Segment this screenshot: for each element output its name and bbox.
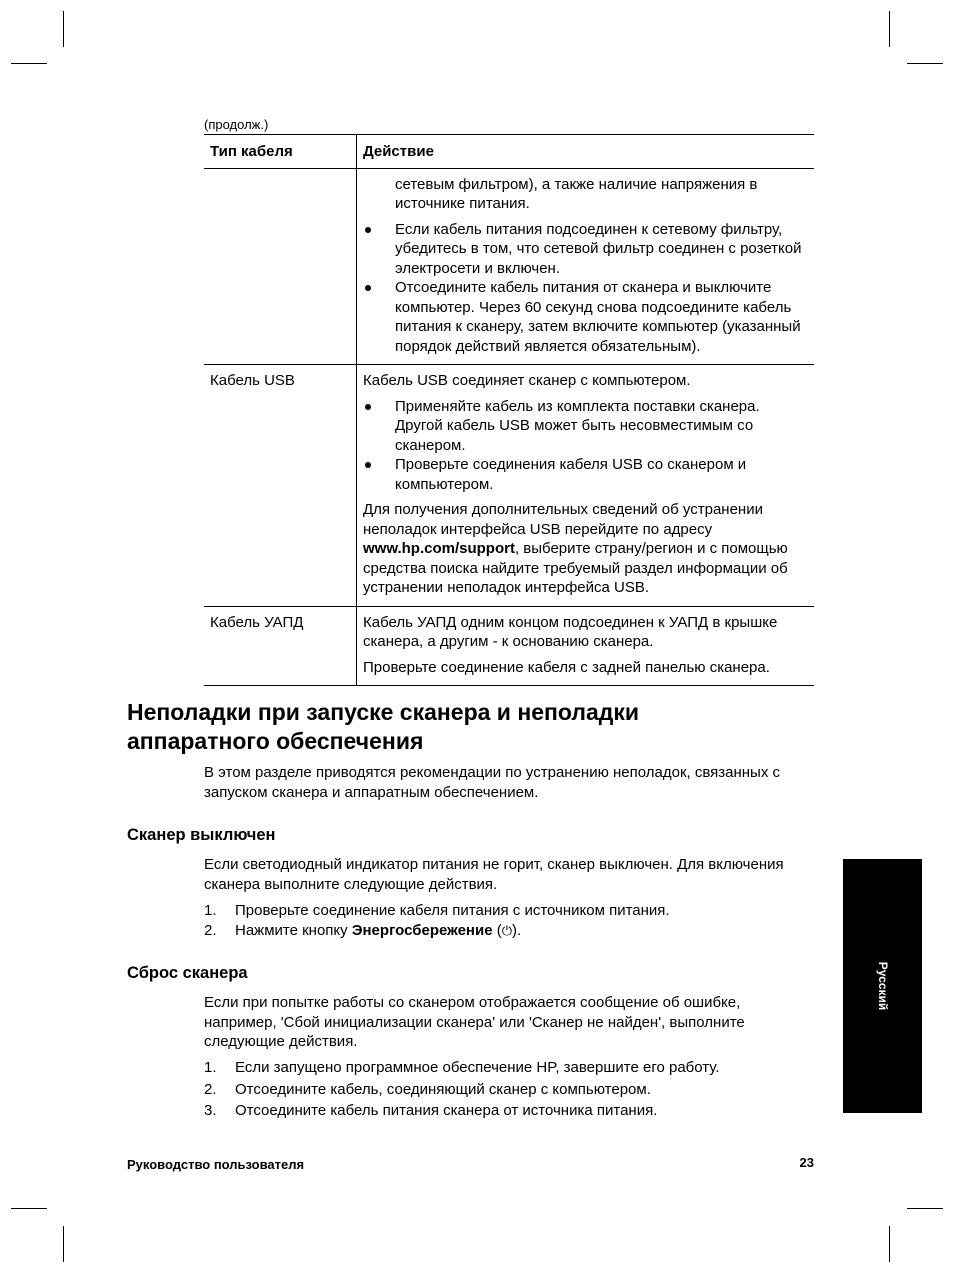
step-text: Нажмите кнопку <box>235 921 348 939</box>
crop-mark <box>889 1226 890 1262</box>
subheading-scanner-reset: Сброс сканера <box>127 964 248 982</box>
list-item: Проверьте соединения кабеля USB со сканером и компьютером. <box>363 455 808 494</box>
list-item: Применяйте кабель из комплекта поставки сканера. Другой кабель USB может быть несовместимым со сканером. <box>363 397 808 456</box>
step-text: Отсоедините кабель, соединяющий сканер с компьютером. <box>235 1080 651 1098</box>
table-header-row <box>204 135 814 169</box>
action-cell <box>357 606 815 686</box>
step-number: 2. <box>204 1080 217 1098</box>
scanner-off-steps <box>204 901 814 940</box>
step-text: ). <box>512 921 522 939</box>
section-title: Неполадки при запуске сканера и неполадки аппаратного обеспечения <box>127 699 640 754</box>
continuation-text: сетевым фильтром), а также наличие напряжения в источнике питания. <box>395 175 758 212</box>
list-item <box>204 1058 814 1078</box>
action-cell <box>357 365 815 607</box>
usb-note <box>363 500 808 598</box>
step-text: Отсоедините кабель питания сканера от источника питания. <box>235 1102 658 1119</box>
adf-text: Кабель УАПД одним концом подсоединен к УАПД в крышке сканера, а другим - к основанию сканера. <box>363 613 778 650</box>
step-text: Если запущено программное обеспечение HP, завершите его работу. <box>235 1059 720 1076</box>
table-row <box>204 168 814 365</box>
continued-label: (продолж.) <box>204 117 269 132</box>
usb-note-text: Для получения дополнительных сведений об устранении неполадок интерфейса USB перейдите по адресу <box>363 501 763 538</box>
page-number: 23 <box>799 1155 814 1170</box>
scanner-reset-steps <box>204 1058 814 1123</box>
list-item <box>204 1101 814 1121</box>
cable-type-cell <box>204 168 357 365</box>
usb-note-text: , выберите страну/регион и с помощью средства поиска найдите требуемый раздел информации об устранении неполадок интерфейса USB. <box>363 540 788 596</box>
subheading-scanner-off: Сканер выключен <box>127 826 276 844</box>
list-item <box>204 1080 814 1100</box>
step-number: 2. <box>204 921 217 939</box>
cable-table <box>204 134 814 686</box>
list-item: Отсоедините кабель питания от сканера и выключите компьютер. Через 60 секунд снова подсоедините кабель питания к сканеру, затем включите компьютер (указанный порядок действий является обязательным). <box>363 278 808 356</box>
support-url: www.hp.com/support <box>363 540 515 557</box>
crop-mark <box>63 11 64 47</box>
table-row <box>204 365 814 607</box>
list-item: Если кабель питания подсоединен к сетевому фильтру, убедитесь в том, что сетевой фильтр соединен с розеткой электросети и включен. <box>363 220 808 279</box>
bullet-list <box>363 397 808 495</box>
column-header-action: Действие <box>357 135 815 169</box>
step-text: ( <box>496 921 502 939</box>
step-number: 3. <box>204 1102 217 1119</box>
step-number: 1. <box>204 1059 217 1076</box>
crop-mark <box>889 11 890 47</box>
step-number: 1. <box>204 902 217 919</box>
step-text: Проверьте соединение кабеля питания с источником питания. <box>235 902 670 919</box>
column-header-cable-type: Тип кабеля <box>204 135 357 169</box>
table-row <box>204 606 814 686</box>
adf-text: Проверьте соединение кабеля с задней панелью сканера. <box>363 658 770 676</box>
language-tab-label: Русский <box>875 961 890 1011</box>
action-cell <box>357 168 815 365</box>
list-item <box>204 921 814 941</box>
language-tab <box>843 859 922 1113</box>
crop-mark <box>11 1208 47 1209</box>
bullet-list <box>363 220 808 357</box>
crop-mark <box>907 63 943 64</box>
usb-intro: Кабель USB соединяет сканер с компьютером. <box>363 372 691 389</box>
crop-mark <box>63 1226 64 1262</box>
cable-type-cell: Кабель USB <box>204 365 357 607</box>
crop-mark <box>11 63 47 64</box>
scanner-off-text: Если светодиодный индикатор питания не горит, сканер выключен. Для включения сканера выполните следующие действия. <box>204 856 784 893</box>
list-item <box>204 901 814 921</box>
power-save-button-name: Энергосбережение <box>351 921 493 939</box>
scanner-reset-text: Если при попытке работы со сканером отображается сообщение об ошибке, например, 'Сбой инициализации сканера' или 'Сканер не найден', выполните следующие действия. <box>204 994 745 1050</box>
footer-title: Руководство пользователя <box>127 1157 305 1172</box>
cable-type-cell: Кабель УАПД <box>204 606 357 686</box>
section-intro: В этом разделе приводятся рекомендации по устранению неполадок, связанных с запуском сканера и аппаратным обеспечением. <box>204 764 781 801</box>
crop-mark <box>907 1208 943 1209</box>
power-icon: ⏻ <box>501 922 513 938</box>
